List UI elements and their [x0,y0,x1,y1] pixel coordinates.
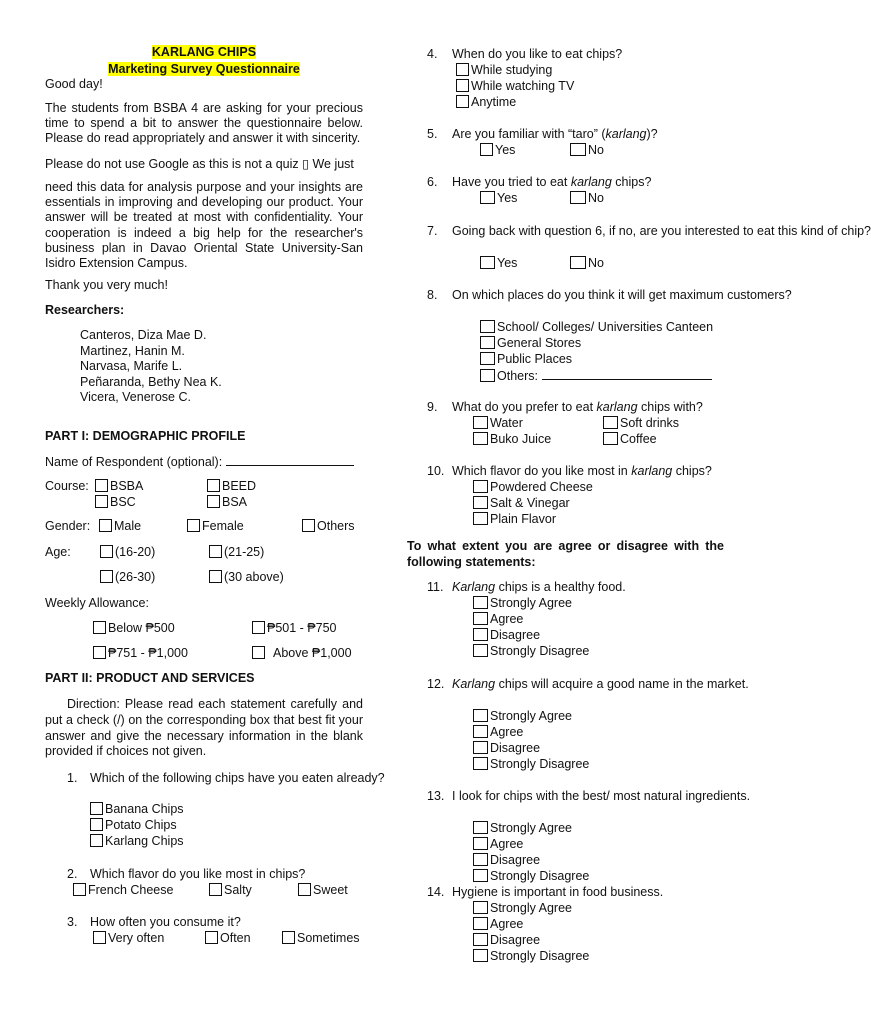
checkbox[interactable] [252,621,265,634]
checkbox[interactable] [473,480,488,493]
q8-option-general-stores[interactable]: General Stores [480,336,581,351]
q5-option-no[interactable]: No [570,143,604,158]
checkbox[interactable] [93,931,106,944]
q4-option-anytime[interactable]: Anytime [456,95,516,110]
checkbox[interactable] [456,79,469,92]
q8-option-public-places[interactable]: Public Places [480,352,572,367]
checkbox[interactable] [282,931,295,944]
doc-title-wrap [45,45,363,60]
checkbox[interactable] [93,646,106,659]
checkbox[interactable] [603,432,618,445]
checkbox[interactable] [456,95,469,108]
checkbox[interactable] [473,612,488,625]
checkbox[interactable] [93,621,106,634]
intro-paragraph-1: The students from BSBA 4 are asking for your precious time to spend a bit to answer the questionnaire below. Please do read appropriately and answer it with sincerity. [45,101,363,146]
checkbox[interactable] [473,496,488,509]
question-1: 1. Which of the following chips have you eaten already? Banana Chips Potato Chips Karlang Chips [67,771,385,848]
checkbox[interactable] [473,933,488,946]
age-option-16-20[interactable]: (16-20) [100,545,155,560]
checkbox[interactable] [252,646,265,659]
q11-option-disagree[interactable]: Disagree [473,628,540,643]
q9-option-coffee[interactable]: Coffee [603,432,657,447]
q2-option-salty[interactable]: Salty [209,883,252,898]
doc-subtitle: Marketing Survey Questionnaire [108,62,300,76]
q8-option-school[interactable]: School/ Colleges/ Universities Canteen [480,320,713,335]
q8-option-others[interactable]: Others: [480,368,712,384]
checkbox[interactable] [473,644,488,657]
researchers-label: Researchers: [45,303,125,317]
course-label: Course: [45,479,89,493]
researcher-name: Vicera, Venerose C. [80,390,191,404]
researcher-name: Narvasa, Marife L. [80,359,183,373]
checkbox[interactable] [480,143,493,156]
doc-subtitle-wrap [45,62,363,77]
q14-option-strongly-disagree[interactable]: Strongly Disagree [473,949,589,964]
name-input-line[interactable] [226,454,354,466]
allowance-option-above-1000[interactable]: Above ₱1,000 [252,646,352,661]
checkbox[interactable] [473,853,488,866]
intro-paragraph-2b: need this data for analysis purpose and your insights are essentials in improving and developing our product. Your answer will be treated at most with confidentiality. Your cooperation is indeed a big help for the researcher's business plan in Davao Oriental State University-San Isidro Extension Campus. [45,180,363,271]
q14-option-agree[interactable]: Agree [473,917,523,932]
checkbox[interactable] [473,628,488,641]
checkbox[interactable] [473,512,488,525]
question-13: 13. I look for chips with the best/ most natural ingredients. Strongly Agree Agree Disagree Strongly Disagree [427,789,751,883]
q8-others-input-line[interactable] [542,368,712,380]
question-9: 9. What do you prefer to eat karlang chips with? Water Soft drinks Buko Juice Coffee [427,400,703,446]
greeting: Good day! [45,77,103,91]
checkbox[interactable] [100,545,113,558]
checkbox[interactable] [205,931,218,944]
q6-option-yes[interactable]: Yes [480,191,517,206]
q2-option-sweet[interactable]: Sweet [298,883,348,898]
checkbox[interactable] [473,416,488,429]
checkbox[interactable] [473,917,488,930]
doc-title: KARLANG CHIPS [151,45,257,59]
checkbox[interactable] [473,901,488,914]
course-option-bsba[interactable]: BSBA [95,479,143,494]
checkbox[interactable] [473,709,488,722]
q12-option-agree[interactable]: Agree [473,725,523,740]
checkbox[interactable] [480,352,495,365]
q7-option-no[interactable]: No [570,256,604,271]
checkbox[interactable] [456,63,469,76]
question-11: 11. Karlang chips is a healthy food. Strongly Agree Agree Disagree Strongly Disagree [427,580,626,658]
q1-option-potato[interactable]: Potato Chips [90,818,177,833]
checkbox[interactable] [100,570,113,583]
checkbox[interactable] [90,802,103,815]
age-option-30-above[interactable]: (30 above) [209,570,284,585]
age-label: Age: [45,545,71,559]
checkbox[interactable] [480,336,495,349]
question-3: 3. How often you consume it? [67,915,241,929]
checkbox[interactable] [90,834,103,847]
checkbox[interactable] [570,256,586,269]
q13-option-strongly-agree[interactable]: Strongly Agree [473,821,572,836]
part2-direction: Direction: Please read each statement carefully and put a check (/) on the corresponding box that best fit your answer and give the necessary information in the blank provided if choices not given. [45,697,363,759]
q3-option-often[interactable]: Often [205,931,251,946]
q11-option-strongly-agree[interactable]: Strongly Agree [473,596,572,611]
checkbox[interactable] [187,519,200,532]
checkbox[interactable] [209,545,222,558]
part2-title: PART II: PRODUCT AND SERVICES [45,671,255,685]
checkbox[interactable] [570,143,586,156]
question-2: 2. Which flavor do you like most in chips? [67,867,306,881]
checkbox[interactable] [209,570,222,583]
researcher-name: Peñaranda, Bethy Nea K. [80,374,222,389]
q13-option-agree[interactable]: Agree [473,837,523,852]
checkbox[interactable] [207,495,220,508]
checkbox[interactable] [570,191,586,204]
checkbox[interactable] [473,837,488,850]
question-8: 8. On which places do you think it will get maximum customers? School/ Colleges/ Universities Canteen General Stores Public Places Others: [427,288,792,383]
q12-option-strongly-disagree[interactable]: Strongly Disagree [473,757,589,772]
checkbox[interactable] [480,191,495,204]
question-5: 5. Are you familiar with “taro” (karlang)? Yes No [427,127,658,157]
course-option-bsc[interactable]: BSC [95,495,136,510]
course-option-beed[interactable]: BEED [207,479,256,494]
question-14: 14. Hygiene is important in food business. Strongly Agree Agree Disagree Strongly Disagree [427,885,664,963]
checkbox[interactable] [603,416,618,429]
q11-option-strongly-disagree[interactable]: Strongly Disagree [473,644,589,659]
intro-paragraph-2a: Please do not use Google as this is not a quiz ▯ We just [45,157,354,171]
q12-option-disagree[interactable]: Disagree [473,741,540,756]
checkbox[interactable] [209,883,222,896]
allowance-option-751-1000[interactable]: ₱751 - ₱1,000 [93,646,188,661]
name-label: Name of Respondent (optional): [45,455,223,469]
checkbox[interactable] [298,883,311,896]
q14-option-disagree[interactable]: Disagree [473,933,540,948]
gender-label: Gender: [45,519,91,533]
q3-option-very-often[interactable]: Very often [93,931,164,946]
q10-option-powdered-cheese[interactable]: Powdered Cheese [473,480,593,495]
checkbox[interactable] [480,256,495,269]
checkbox[interactable] [99,519,112,532]
thanks-text: Thank you very much! [45,278,168,292]
checkbox[interactable] [302,519,315,532]
checkbox[interactable] [473,757,488,770]
q13-option-disagree[interactable]: Disagree [473,853,540,868]
checkbox[interactable] [480,320,495,333]
q13-option-strongly-disagree[interactable]: Strongly Disagree [473,869,589,884]
researcher-name: Canteros, Diza Mae D. [80,328,207,342]
question-4: 4. When do you like to eat chips? While studying While watching TV Anytime [427,47,623,109]
question-12: 12. Karlang chips will acquire a good name in the market. Strongly Agree Agree Disagree Strongly Disagree [427,677,749,771]
q5-option-yes[interactable]: Yes [480,143,515,158]
checkbox[interactable] [473,741,488,754]
q9-option-soft-drinks[interactable]: Soft drinks [603,416,679,431]
name-of-respondent-row [45,454,354,470]
q9-option-buko-juice[interactable]: Buko Juice [473,432,551,447]
q11-option-agree[interactable]: Agree [473,612,523,627]
allowance-option-below-500[interactable]: Below ₱500 [93,621,175,636]
q4-option-watching-tv[interactable]: While watching TV [456,79,574,94]
checkbox[interactable] [473,821,488,834]
part1-title: PART I: DEMOGRAPHIC PROFILE [45,429,246,443]
checkbox[interactable] [90,818,103,831]
q6-option-no[interactable]: No [570,191,604,206]
q3-option-sometimes[interactable]: Sometimes [282,931,360,946]
age-option-21-25[interactable]: (21-25) [209,545,264,560]
agree-disagree-heading: To what extent you are agree or disagree with the following statements: [407,539,724,569]
checkbox[interactable] [480,369,495,382]
gender-option-male[interactable]: Male [99,519,141,534]
gender-option-female[interactable]: Female [187,519,244,534]
checkbox[interactable] [473,949,488,962]
q10-option-plain[interactable]: Plain Flavor [473,512,556,527]
allowance-option-501-750[interactable]: ₱501 - ₱750 [252,621,337,636]
age-option-26-30[interactable]: (26-30) [100,570,155,585]
q2-option-french-cheese[interactable]: French Cheese [73,883,173,898]
checkbox[interactable] [473,432,488,445]
q10-option-salt-vinegar[interactable]: Salt & Vinegar [473,496,570,511]
allowance-label: Weekly Allowance: [45,596,149,610]
question-10: 10. Which flavor do you like most in karlang chips? Powdered Cheese Salt & Vinegar Plain Flavor [427,464,712,526]
checkbox[interactable] [473,725,488,738]
checkbox[interactable] [95,495,108,508]
course-option-bsa[interactable]: BSA [207,495,247,510]
q12-option-strongly-agree[interactable]: Strongly Agree [473,709,572,724]
q14-option-strongly-agree[interactable]: Strongly Agree [473,901,572,916]
q7-option-yes[interactable]: Yes [480,256,517,271]
researcher-name: Martinez, Hanin M. [80,343,185,358]
gender-option-others[interactable]: Others [302,519,355,534]
q1-option-karlang[interactable]: Karlang Chips [90,834,184,849]
q4-option-studying[interactable]: While studying [456,63,552,78]
checkbox[interactable] [473,596,488,609]
question-7: 7. Going back with question 6, if no, are you interested to eat this kind of chip? Yes No [427,224,871,270]
q1-option-banana[interactable]: Banana Chips [90,802,184,817]
checkbox[interactable] [207,479,220,492]
checkbox[interactable] [473,869,488,882]
checkbox[interactable] [73,883,86,896]
q9-option-water[interactable]: Water [473,416,523,431]
checkbox[interactable] [95,479,108,492]
question-6: 6. Have you tried to eat karlang chips? Yes No [427,175,652,205]
researchers-list [80,328,222,406]
